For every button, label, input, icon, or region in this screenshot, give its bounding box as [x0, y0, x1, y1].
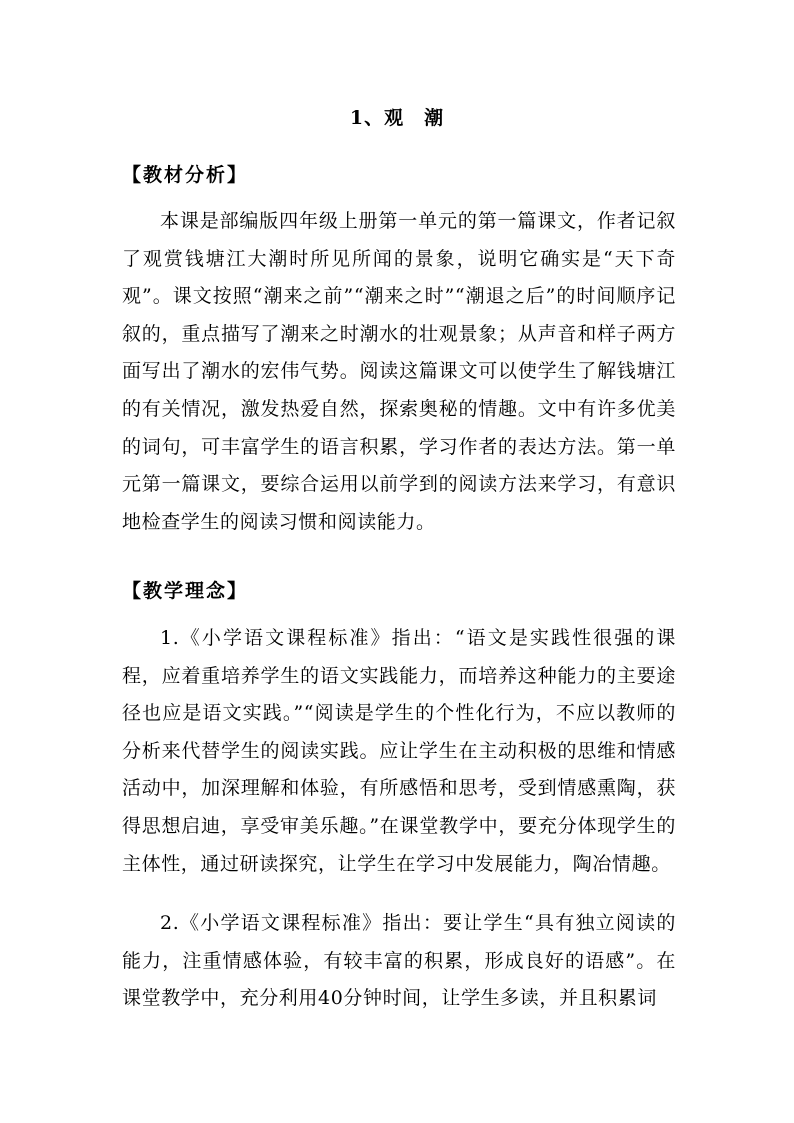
- paragraph-teaching-philosophy-2: 2.《小学语文课程标准》指出：要让学生“具有独立阅读的能力，注重情感体验，有较丰富的积累，形成良好的语感”。在课堂教学中，充分利用40分钟时间，让学生多读，并且积累词: [122, 912, 676, 1010]
- lesson-title: 1、观 潮: [349, 107, 445, 129]
- section-heading-teaching-philosophy: 【教学理念】: [122, 580, 249, 602]
- paragraph-teaching-philosophy-1: 1.《小学语文课程标准》指出：“语文是实践性很强的课程，应着重培养学生的语文实践能力，而培养这种能力的主要途径也应是语文实践。”“阅读是学生的个性化行为，不应以教师的分析来代替学生的阅读实践。应让学生在主动积极的思维和情感活动中，加深理解和体验，有所感悟和思考，受到情感熏陶，获得思想启迪，享受审美乐趣。”在课堂教学中，要充分体现学生的主体性，通过研读探究，让学生在学习中发展能力，陶冶情趣。: [122, 627, 676, 875]
- paragraph-material-analysis: 本课是部编版四年级上册第一单元的第一篇课文，作者记叙了观赏钱塘江大潮时所见所闻的景象，说明它确实是“天下奇观”。课文按照“潮来之前”“潮来之时”“潮退之后”的时间顺序记叙的，重点描写了潮来之时潮水的壮观景象；从声音和样子两方面写出了潮水的宏伟气势。阅读这篇课文可以使学生了解钱塘江的有关情况，激发热爱自然，探索奥秘的情趣。文中有许多优美的词句，可丰富学生的语言积累，学习作者的表达方法。第一单元第一篇课文，要综合运用以前学到的阅读方法来学习，有意识地检查学生的阅读习惯和阅读能力。: [122, 210, 676, 533]
- section-heading-material-analysis: 【教材分析】: [122, 164, 249, 186]
